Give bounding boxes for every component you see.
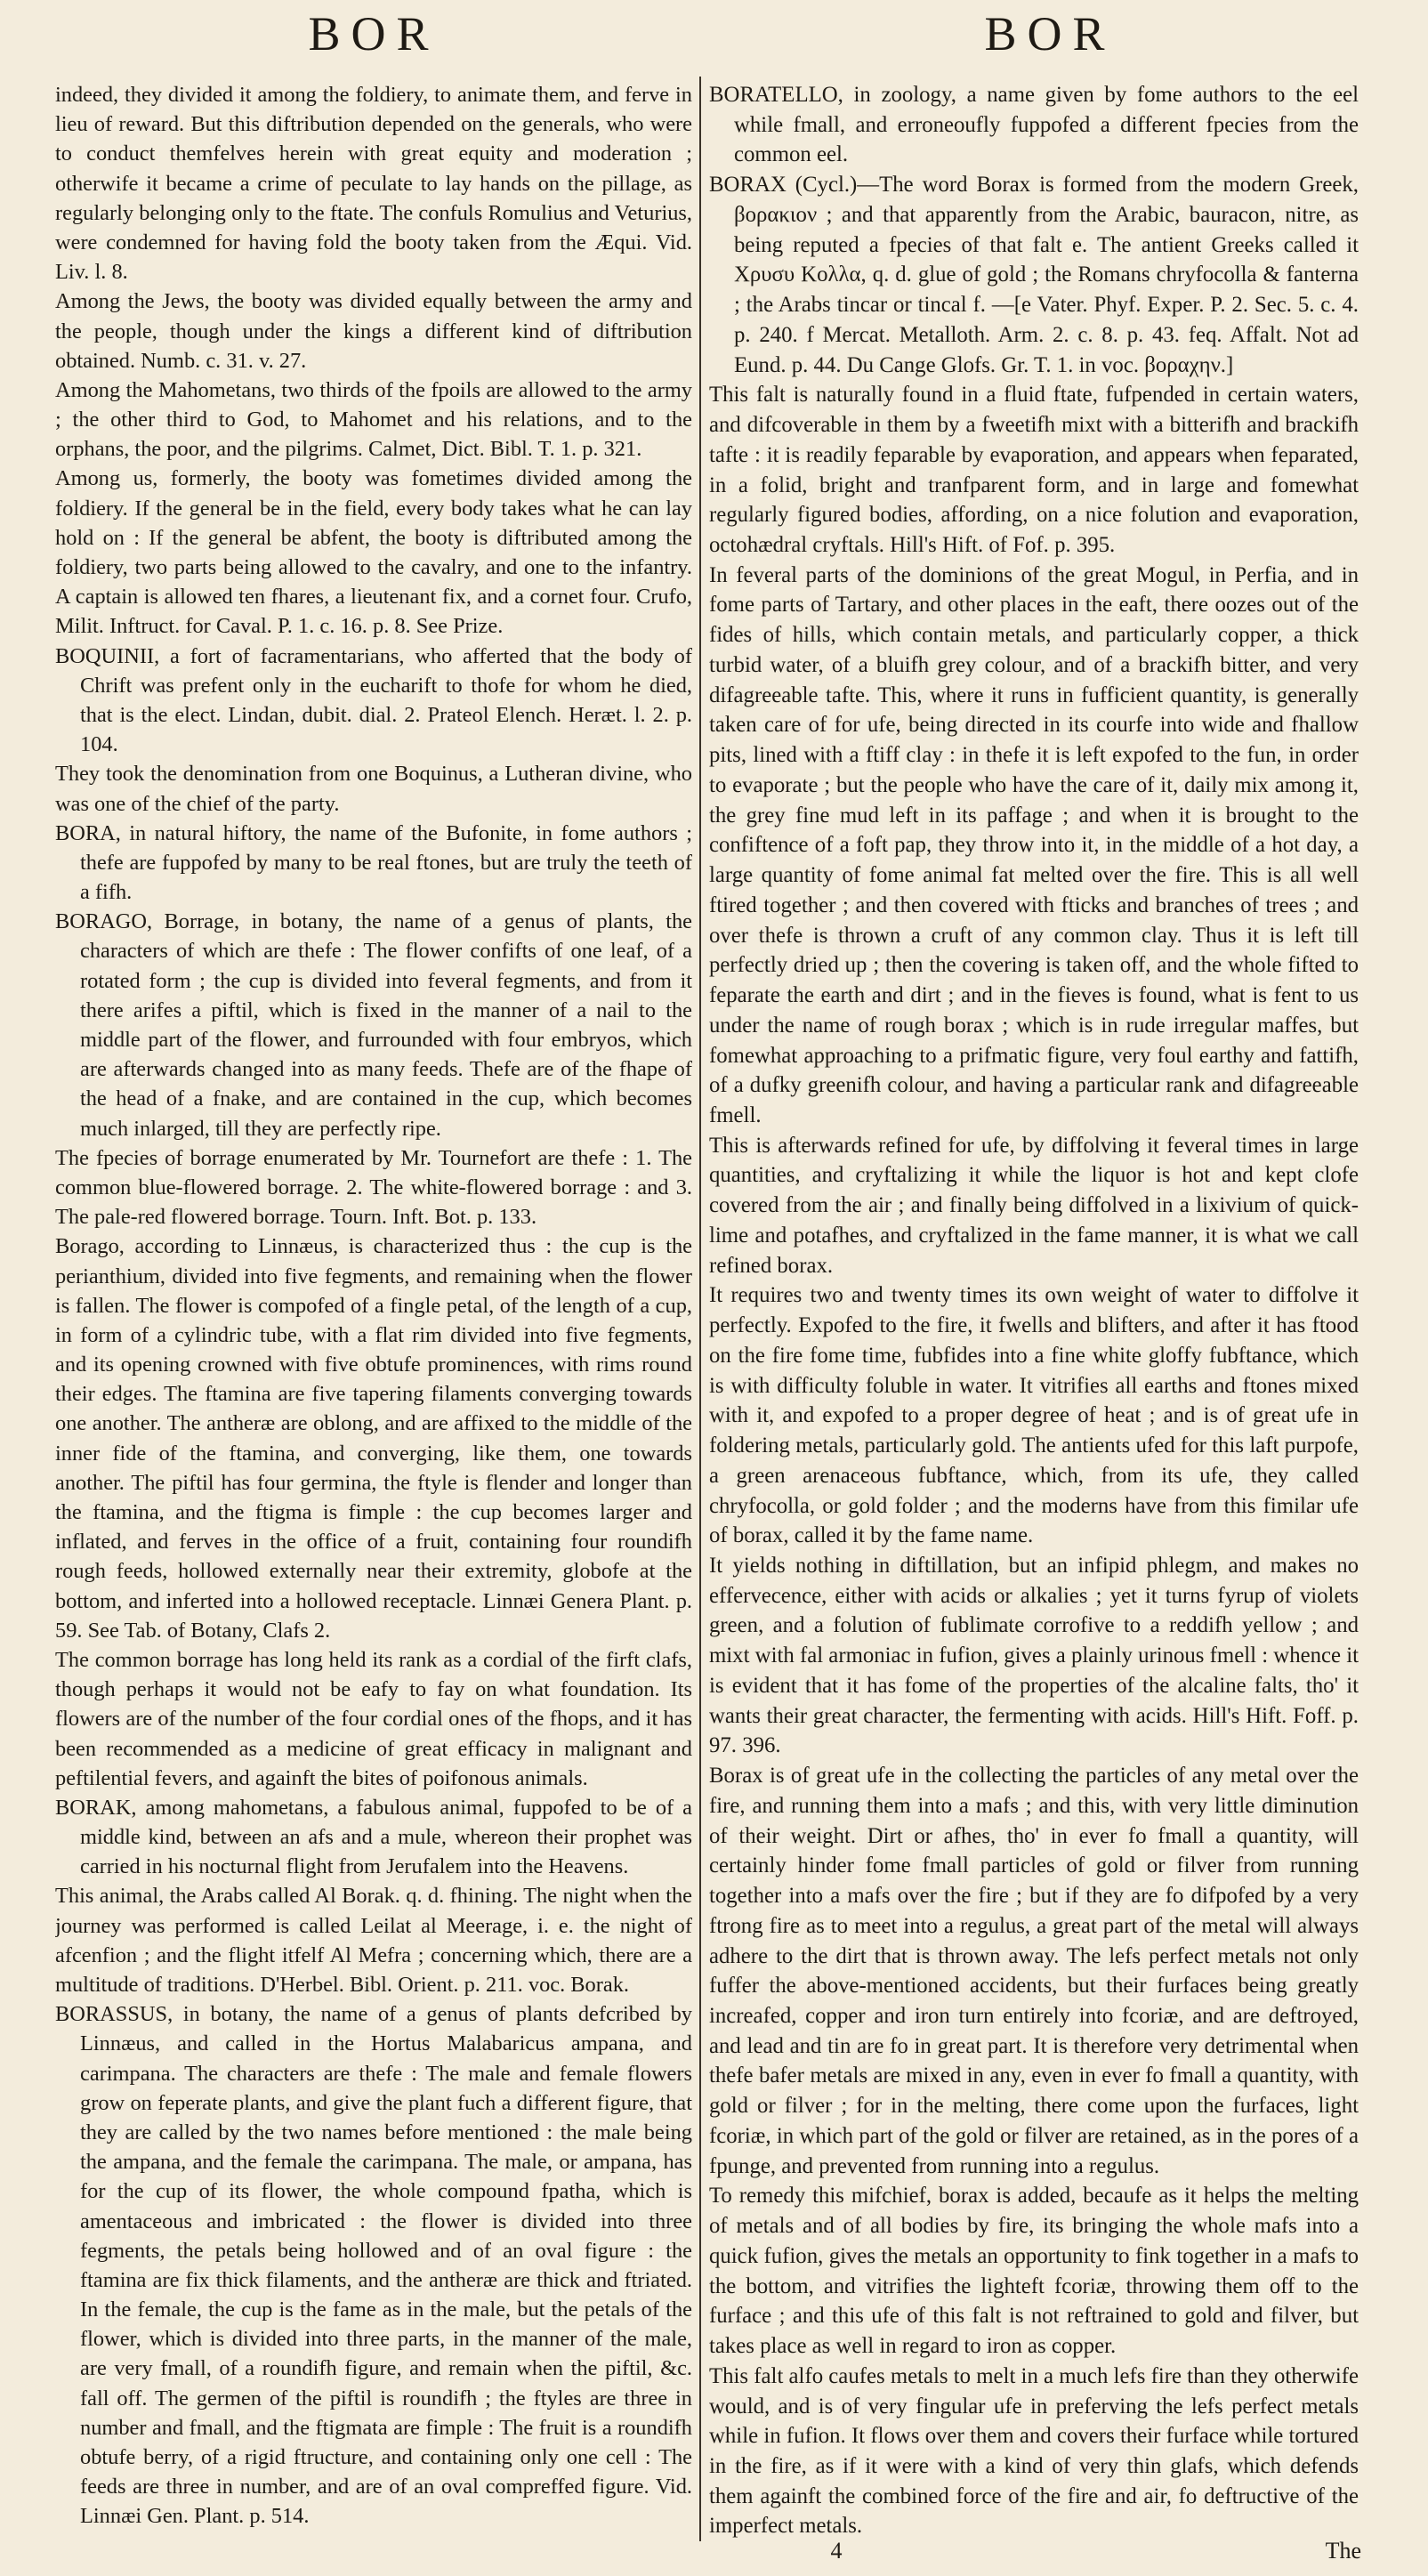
entry-bora: BORA, in natural hiftory, the name of the Bufonite, in fome authors ; thefe are fuppofed by many to be real ftones, but are truly the teeth of a fifh. [55, 820, 692, 905]
page-number: 4 [830, 2538, 843, 2564]
column-rule [699, 77, 701, 2541]
entry-borax: BORAX (Cycl.)—The word Borax is formed from the modern Greek, βορακιον ; and that apparently from the Arabic, bauracon, nitre, as being reputed a fpecies of that falt e. The antient Greeks called it Χρυσυ Κολλα, q. d. glue of gold ; the Romans chryfocolla & fanterna ; the Arabs tincar or tincal f. —[e Vater. Phyf. Exper. P. 2. Sec. 5. c. 4. p. 240. f Mercat. Metalloth. Arm. 2. c. 8. p. 43. feq. Affalt. Not ad Eund. p. 44. Du Cange Glofs. Gr. T. 1. in voc. βοραχην.] [709, 173, 1359, 377]
paragraph: indeed, they divided it among the foldiery, to animate them, and ferve in lieu of reward. But this diftribution depended on the generals, who were to conduct themfelves herein with great equity and moderation ; otherwife it became a crime of peculate to lay hands on the pillage, as regularly belonging only to the ftate. The confuls Romulius and Veturius, were condemned for having fold the booty taken from the Æqui. Vid. Liv. l. 8. [55, 83, 692, 285]
paragraph: In feveral parts of the dominions of the great Mogul, in Perfia, and in fome parts of Tartary, and other places in the eaft, there oozes out of the fides of hills, which contain metals, and particularly copper, a thick turbid water, of a bluifh grey colour, and of a brackifh bitter, and very difagreeable tafte. This, where it runs in fufficient quantity, is generally taken care of for ufe, being directed in its courfe into wide and fhallow pits, lined with a ftiff clay : in thefe it is left expofed to the fun, in order to evaporate ; but the people who have the care of it, daily mix among it, the grey fine mud left in its paffage ; and when it is brought to the confiftence of a foft pap, they throw into it, in the middle of a hot day, a large quantity of fome animal fat melted over the fire. This is all well ftired together ; and then covered with fticks and branches of trees ; and over thefe is thrown a cruft of any common clay. Thus it is left till perfectly dried up ; then the covering is taken off, and the whole fifted to feparate the earth and dirt ; and in the fieves is found, what is fent to us under the name of rough borax ; which is in rude irregular maffes, but fomewhat approaching to a prifmatic figure, very foul earthy and fattifh, of a dufky greenifh colour, and having a particular rank and difagreeable fmell. [709, 562, 1359, 1127]
paragraph: This animal, the Arabs called Al Borak. q. d. fhining. The night when the journey was performed is called Leilat al Meerage, i. e. the night of afcenfion ; and the flight itfelf Al Mefra ; concerning which, there are a multitude of traditions. D'Herbel. Bibl. Orient. p. 211. voc. Borak. [55, 1884, 692, 1997]
catchword: The [1325, 2538, 1361, 2564]
paragraph: It requires two and twenty times its own weight of water to diffolve it perfectly. Expofed to the fire, it fwells and blifters, and after it has ftood on the fire fome time, fubfides into a fine white gloffy fubftance, which is with difficulty foluble in water. It vitrifies all earths and ftones mixed with it, and expofed to a proper degree of heat ; and is of great ufe in foldering metals, particularly gold. The antients ufed for this laft purpofe, a green arenaceous fubftance, which, from its ufe, they called chryfocolla, or gold folder ; and the moderns have from this fimilar ufe of borax, called it by the fame name. [709, 1283, 1359, 1548]
paragraph: This falt alfo caufes metals to melt in a much lefs fire than they otherwife would, and is of very fingular ufe in preferving the lefs perfect metals while in fufion. It flows over them and covers their furface while tortured in the fire, as if it were with a kind of very thin glafs, which defends them againft the combined force of the fire and air, fo deftructive of the imperfect metals. [709, 2363, 1359, 2539]
right-column [709, 80, 1359, 2545]
paragraph: Among us, formerly, the booty was fometimes divided among the foldiery. If the general be in the field, every body takes what he can lay hold on : If the general be abfent, the booty is diftributed among the foldiery, two parts being allowed to the cavalry, and one to the infantry. A captain is allowed ten fhares, a lieutenant fix, and a cornet four. Crufo, Milit. Inftruct. for Caval. P. 1. c. 16. p. 8. See Prize. [55, 466, 692, 639]
paragraph: It yields nothing in diftillation, but an infipid phlegm, and makes no effervecence, either with acids or alkalies ; yet it turns fyrup of violets green, and a folution of fublimate corrofive to a reddifh yellow ; and mixt with fal armoniac in fufion, gives a plainly urinous fmell : whence it is evident that it has fome of the properties of the alcaline falts, tho' it wants their great character, the fermenting with acids. Hill's Hift. Foff. p. 97. 396. [709, 1553, 1359, 1758]
paragraph: Borax is of great ufe in the collecting the particles of any metal over the fire, and running them into a mafs ; and this, with very little diminution of their weight. Dirt or afhes, tho' in ever fo fmall a quantity, will certainly hinder fome fmall particles of gold or filver from running together into a mafs over the fire ; but if they are fo difpofed by a very ftrong fire as to meet into a regulus, a great part of the metal will always adhere to the dirt that is thrown away. The lefs perfect metals not only fuffer the above-mentioned accidents, but their furfaces being greatly increafed, copper and iron turn entirely into fcoriæ, and are deftroyed, and lead and tin are fo in great part. It is therefore very detrimental when thefe bafer metals are mixed in any, even in ever fo fmall a quantity, with gold or filver ; for in the melting, there come upon the furfaces, light fcoriæ, in which part of the gold or filver are retained, as in the pores of a fpunge, and prevented from running into a regulus. [709, 1764, 1359, 2178]
entry-borak: BORAK, among mahometans, a fabulous animal, fuppofed to be of a middle kind, between an afs and a mule, whereon their prophet was carried in his nocturnal flight from Jerufalem into the Heavens. [55, 1795, 692, 1879]
paragraph: Borago, according to Linnæus, is characterized thus : the cup is the perianthium, divided into five fegments, and remaining when the flower is fallen. The flower is compofed of a fingle petal, of the length of a cup, in form of a cylindric tube, with a flat rim divided into five fegments, and its opening crowned with five obtufe prominences, with rims round their edges. The ftamina are five tapering filaments converging towards one another. The antheræ are oblong, and are affixed to the middle of the inner fide of the ftamina, and converging, like them, one towards another. The piftil has four germina, the ftyle is flender and longer than the ftamina, and the ftigma is fimple : the cup becomes larger and inflated, and ferves in the office of a fruit, containing four roundifh rough feeds, hollowed externally near their extremity, globofe at the bottom, and inferted into a hollowed receptacle. Linnæi Genera Plant. p. 59. See Tab. of Botany, Clafs 2. [55, 1234, 692, 1643]
paragraph: They took the denomination from one Boquinus, a Lutheran divine, who was one of the chief of the party. [55, 762, 692, 816]
paragraph: Among the Mahometans, two thirds of the fpoils are allowed to the army ; the other third to God, to Mahomet and his relations, and to the orphans, the poor, and the pilgrims. Calmet, Dict. Bibl. T. 1. p. 321. [55, 377, 692, 462]
entry-borassus: BORASSUS, in botany, the name of a genus of plants defcribed by Linnæus, and called in the Hortus Malabaricus ampana, and carimpana. The characters are thefe : The male and female flowers grow on feperate plants, and give the plant fuch a different figure, that they are called by the two names before mentioned : the male being the ampana, and the female the carimpana. The male, or ampana, has for the cup of its flower, the whole compound fpatha, which is amentaceous and imbricated : the flower is divided into three fegments, the petals being hollowed and of an oval figure : the ftamina are fix thick filaments, and the antheræ are thick and ftriated. In the female, the cup is the fame as in the male, but the petals of the flower, which is divided into three parts, in the manner of the male, are very fmall, of a roundifh figure, and remain when the piftil, &c. fall off. The germen of the piftil is roundifh ; the ftyles are three in number and fmall, and the ftigmata are fimple : The fruit is a roundifh obtufe berry, of a rigid ftructure, and containing only one cell : The feeds are three in number, and are of an oval compreffed figure. Vid. Linnæi Gen. Plant. p. 514. [55, 2002, 692, 2529]
paragraph: This is afterwards refined for ufe, by diffolving it feveral times in large quantities, and cryftalizing it while the liquor is hot and kept clofe covered from the air ; and finally being diffolved in a lixivium of quick-lime and potafhes, and cryftalized in the fame manner, it is what we call refined borax. [709, 1133, 1359, 1278]
entry-boratello: BORATELLO, in zoology, a name given by fome authors to the eel while fmall, and erroneoufly fuppofed a different fpecies from the common eel. [709, 83, 1359, 167]
paragraph: The common borrage has long held its rank as a cordial of the firft clafs, though perhaps it would not be eafy to fay on what foundation. Its flowers are of the number of the four cordial ones of the fhops, and it has been recommended as a medicine of great efficacy in malignant and peftilential fevers, and againft the bites of poifonous animals. [55, 1647, 692, 1790]
paragraph: This falt is naturally found in a fluid ftate, fufpended in certain waters, and difcoverable in them by a fweetifh mixt with a bitterifh and brackifh tafte : it is readily feparable by evaporation, and appears when feparated, in a folid, bright and tranfparent form, and in large and fomewhat regularly figured bodies, affording, on a nice folution and evaporation, octohædral cryftals. Hill's Hift. of Fof. p. 395. [709, 383, 1359, 558]
running-head-left: BOR [308, 7, 440, 61]
paragraph: To remedy this mifchief, borax is added, becaufe as it helps the melting of metals and of all bodies by fire, its bringing the whole mafs into a quick fufion, gives the metals an opportunity to fink together in a mafs to the bottom, and vitrifies the lighteft fcoriæ, throwing them off to the furface ; and this ufe of this falt is not reftrained to gold and filver, but takes place as well in regard to iron as copper. [709, 2184, 1359, 2359]
entry-boquinii: BOQUINII, a fort of facramentarians, who afferted that the body of Chrift was prefent only in the eucharift to thofe for whom he died, that is the elect. Lindan, dubit. dial. 2. Prateol Elench. Heræt. l. 2. p. 104. [55, 643, 692, 757]
running-head-right: BOR [984, 7, 1116, 61]
paragraph: The fpecies of borrage enumerated by Mr. Tournefort are thefe : 1. The common blue-flowered borrage. 2. The white-flowered borrage : and 3. The pale-red flowered borrage. Tourn. Inft. Bot. p. 133. [55, 1145, 692, 1230]
paragraph: Among the Jews, the booty was divided equally between the army and the people, though under the kings a different kind of diftribution obtained. Numb. c. 31. v. 27. [55, 289, 692, 373]
entry-borago: BORAGO, Borrage, in botany, the name of a genus of plants, the characters of which are thefe : The flower confifts of one leaf, of a rotated form ; the cup is divided into feveral fegments, and from it there arifes a piftil, which is fixed in the manner of a nail to the middle part of the flower, and furrounded with four embryos, which are afterwards changed into as many feeds. Thefe are of the fhape of the head of a fnake, and are contained in the cup, which becomes much inlarged, till they are perfectly ripe. [55, 909, 692, 1141]
left-column [55, 80, 692, 2545]
